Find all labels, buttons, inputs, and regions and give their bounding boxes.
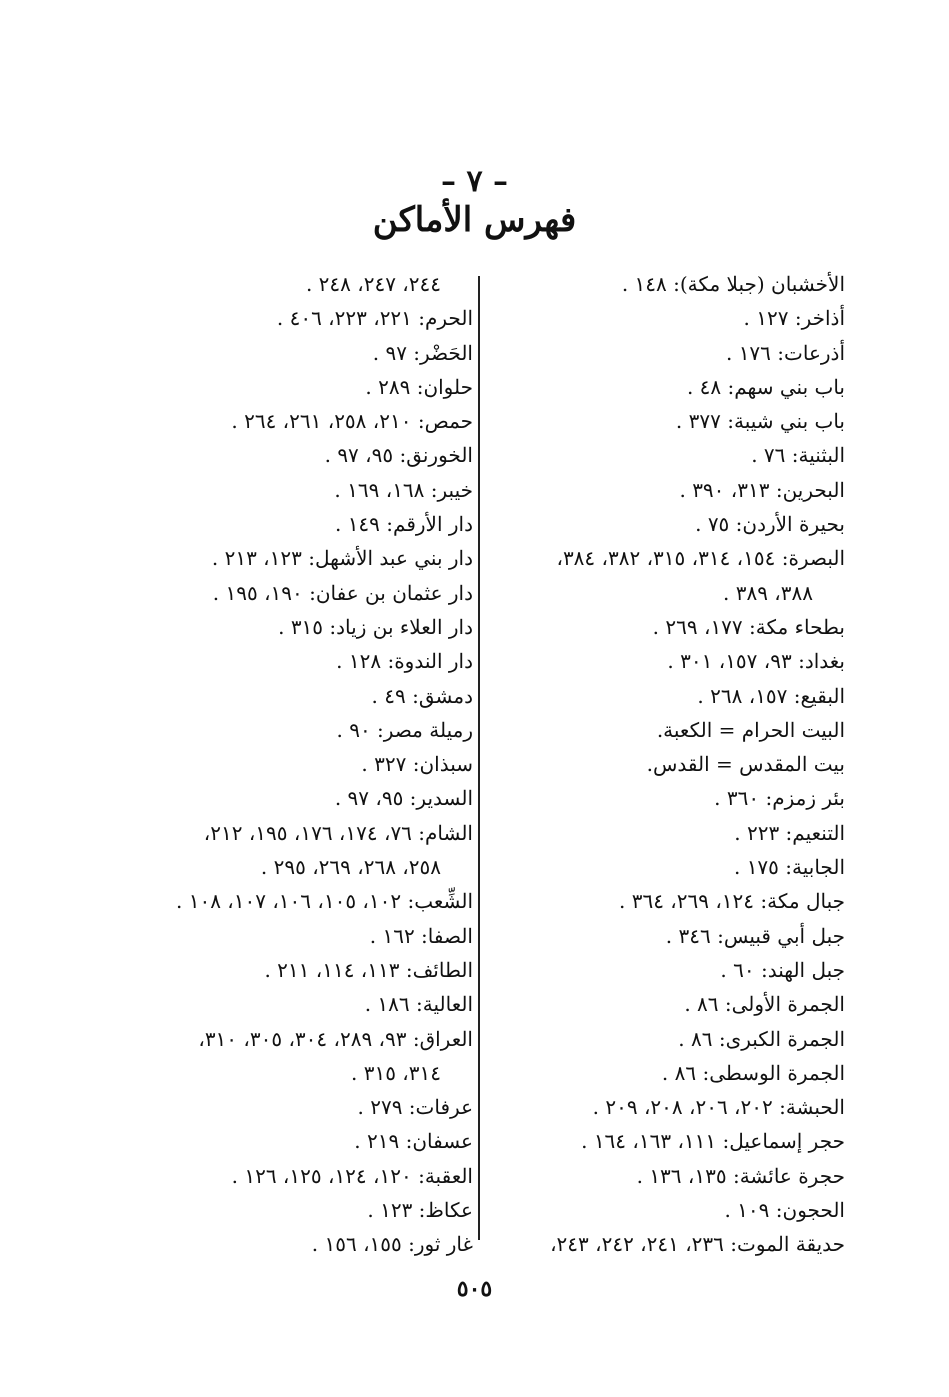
index-entry: عرفات: ٢٧٩ . bbox=[357, 1095, 473, 1120]
index-entry: أذرعات: ١٧٦ . bbox=[725, 340, 845, 365]
index-entry: عكاظ: ١٢٣ . bbox=[367, 1198, 473, 1223]
index-entry: البقيع: ١٥٧، ٢٦٨ . bbox=[697, 683, 845, 708]
index-entry: الشِّعب: ١٠٢، ١٠٥، ١٠٦، ١٠٧، ١٠٨ . bbox=[175, 889, 473, 914]
index-entry: حلوان: ٢٨٩ . bbox=[365, 374, 473, 399]
index-entry: الصفا: ١٦٢ . bbox=[369, 923, 473, 948]
index-entry: جبل الهند: ٦٠ . bbox=[720, 957, 845, 982]
index-column-right bbox=[485, 267, 845, 1262]
index-entry: بحيرة الأردن: ٧٥ . bbox=[695, 512, 845, 537]
index-entry: الحبشة: ٢٠٢، ٢٠٦، ٢٠٨، ٢٠٩ . bbox=[592, 1095, 845, 1120]
index-entry: بطحاء مكة: ١٧٧، ٢٦٩ . bbox=[652, 614, 845, 639]
index-entry: بغداد: ٩٣، ١٥٧، ٣٠١ . bbox=[667, 649, 845, 674]
index-entry: سبذان: ٣٢٧ . bbox=[361, 752, 473, 777]
index-entry: جبل أبي قبيس: ٣٤٦ . bbox=[665, 923, 845, 948]
index-entry-continuation: ٢٥٨، ٢٦٨، ٢٦٩، ٢٩٥ . bbox=[260, 855, 441, 880]
index-entry: الجابية: ١٧٥ . bbox=[733, 855, 845, 880]
index-entry: باب بني سهم: ٤٨ . bbox=[686, 374, 845, 399]
index-entry: دمشق: ٤٩ . bbox=[371, 683, 473, 708]
index-entry: حجرة عائشة: ١٣٥، ١٣٦ . bbox=[636, 1163, 845, 1188]
index-entry: العقبة: ١٢٠، ١٢٤، ١٢٥، ١٢٦ . bbox=[231, 1163, 473, 1188]
index-entry: حديقة الموت: ٢٣٦، ٢٤١، ٢٤٢، ٢٤٣، bbox=[550, 1232, 845, 1257]
index-entry: البثنية: ٧٦ . bbox=[751, 443, 845, 468]
index-entry: البحرين: ٣١٣، ٣٩٠ . bbox=[679, 477, 845, 502]
index-entry: رميلة مصر: ٩٠ . bbox=[336, 717, 473, 742]
index-entry: بئر زمزم: ٣٦٠ . bbox=[714, 786, 845, 811]
index-entry-continuation: ٣٨٨، ٣٨٩ . bbox=[723, 580, 813, 605]
column-divider bbox=[478, 276, 480, 1240]
index-entry: أذاخر: ١٢٧ . bbox=[743, 306, 845, 331]
page-number: ٥٠٥ bbox=[456, 1276, 493, 1302]
page-title: فهرس الأماكن bbox=[372, 200, 577, 240]
section-number: – ٧ – bbox=[440, 164, 509, 199]
index-entry: التنعيم: ٢٢٣ . bbox=[734, 820, 845, 845]
index-entry: الأخشبان (جبلا مكة): ١٤٨ . bbox=[621, 272, 845, 296]
index-entry: باب بني شيبة: ٣٧٧ . bbox=[675, 409, 845, 434]
index-entry: العراق: ٩٣، ٢٨٩، ٣٠٤، ٣٠٥، ٣١٠، bbox=[198, 1026, 473, 1051]
index-entry: الخورنق: ٩٥، ٩٧ . bbox=[324, 443, 473, 468]
index-entry: غار ثور: ١٥٥، ١٥٦ . bbox=[311, 1232, 473, 1257]
index-entry-continuation: ٣١٤، ٣١٥ . bbox=[351, 1060, 441, 1085]
index-entry: الجمرة الوسطى: ٨٦ . bbox=[661, 1060, 845, 1085]
index-entry: حجر إسماعيل: ١١١، ١٦٣، ١٦٤ . bbox=[581, 1129, 845, 1154]
index-entry: جبال مكة: ١٢٤، ٢٦٩، ٣٦٤ . bbox=[618, 889, 845, 914]
index-entry: عسفان: ٢١٩ . bbox=[354, 1129, 473, 1154]
index-entry: دار الأرقم: ١٤٩ . bbox=[334, 512, 473, 537]
index-entry: الجمرة الأولى: ٨٦ . bbox=[684, 992, 845, 1017]
index-entry: السدير: ٩٥، ٩٧ . bbox=[334, 786, 473, 811]
index-entry-continuation: ٢٤٤، ٢٤٧، ٢٤٨ . bbox=[305, 272, 441, 296]
index-entry: خيبر: ١٦٨، ١٦٩ . bbox=[334, 477, 473, 502]
index-entry: دار عثمان بن عفان: ١٩٠، ١٩٥ . bbox=[212, 580, 473, 605]
index-entry: الطائف: ١١٣، ١١٤، ٢١١ . bbox=[264, 957, 473, 982]
index-entry: البصرة: ١٥٤، ٣١٤، ٣١٥، ٣٨٢، ٣٨٤، bbox=[556, 546, 845, 571]
index-entry: دار الندوة: ١٢٨ . bbox=[336, 649, 473, 674]
index-entry: حمص: ٢١٠، ٢٥٨، ٢٦١، ٢٦٤ . bbox=[231, 409, 473, 434]
index-entry: الحَضْر: ٩٧ . bbox=[372, 340, 473, 365]
index-entry: الشام: ٧٦، ١٧٤، ١٧٦، ١٩٥، ٢١٢، bbox=[203, 820, 473, 845]
index-entry: الجمرة الكبرى: ٨٦ . bbox=[678, 1026, 845, 1051]
index-column-left bbox=[113, 267, 473, 1262]
index-entry: الحجون: ١٠٩ . bbox=[724, 1198, 845, 1223]
index-entry: الحرم: ٢٢١، ٢٢٣، ٤٠٦ . bbox=[276, 306, 473, 331]
index-entry: العالية: ١٨٦ . bbox=[364, 992, 473, 1017]
index-entry: دار بني عبد الأشهل: ١٢٣، ٢١٣ . bbox=[211, 546, 473, 571]
index-entry: البيت الحرام = الكعبة. bbox=[656, 717, 845, 742]
index-entry: دار العلاء بن زياد: ٣١٥ . bbox=[278, 614, 473, 639]
index-entry: بيت المقدس = القدس. bbox=[646, 752, 845, 777]
